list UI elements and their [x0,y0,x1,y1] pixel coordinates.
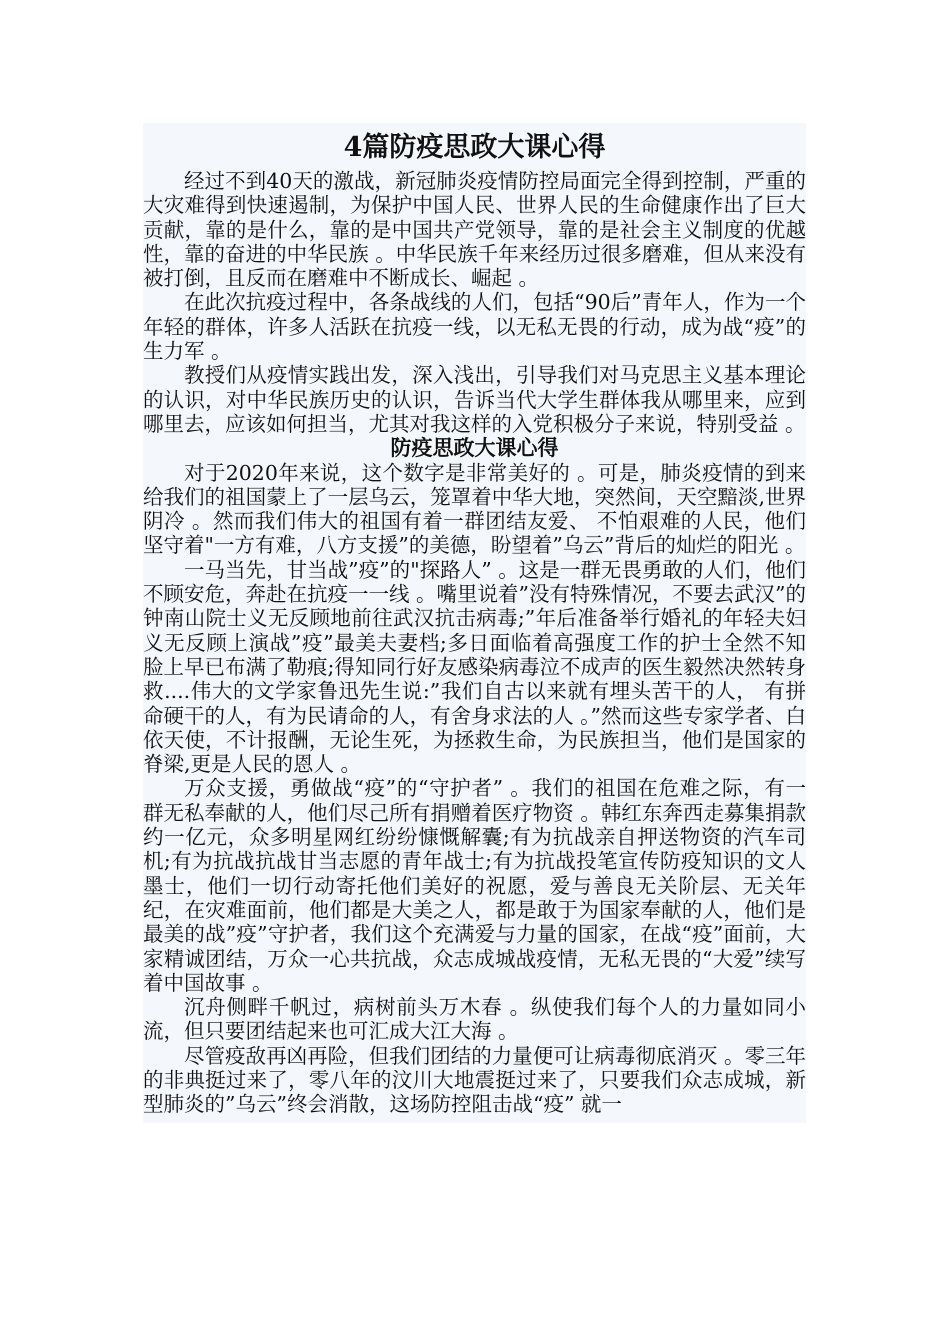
document-title: 4篇防疫思政大课心得 [343,132,606,163]
document-page [143,123,806,1123]
paragraph: 沉舟侧畔千帆过，病树前头万木春 。纵使我们每个人的力量如同小流，但只要团结起来也可汇成大江大海 。 [143,995,806,1044]
section-subtitle: 防疫思政大课心得 [390,435,559,461]
paragraph: 万众支援，勇做战“疫”的“守护者” 。我们的祖国在危难之际，有一群无私奉献的人，他们尽己所有捐赠着医疗物资 。韩红东奔西走募集捐款约一亿元，众多明星网红纷纷慷慨解囊;有为抗战亲自押送物资的汽车司机;有为抗战抗战甘当志愿的青年战士;有为抗战投笔宣传防疫知识的文人墨士，他们一切行动寄托他们美好的祝愿，爱与善良无关阶层、无关年纪，在灾难面前，他们都是大美之人，都是敢于为国家奉献的人，他们是最美的战”疫”守护者，我们这个充满爱与力量的国家，在战“疫”面前，大家精诚团结，万众一心共抗战，众志成城战疫情，无私无畏的“大爱”续写着中国故事 。 [143,776,806,995]
paragraph: 教授们从疫情实践出发，深入浅出，引导我们对马克思主义基本理论的认识，对中华民族历史的认识，告诉当代大学生群体我从哪里来，应到哪里去，应该如何担当，尤其对我这样的入党积极分子来说，特别受益 。 [143,363,806,436]
paragraph: 在此次抗疫过程中，各条战线的人们，包括“90后”青年人，作为一个年轻的群体，许多人活跃在抗疫一线，以无私无畏的行动，成为战“疫”的生力军 。 [143,290,806,364]
paragraph: 经过不到40天的激战，新冠肺炎疫情防控局面完全得到控制，严重的大灾难得到快速遏制，为保护中国人民、世界人民的生命健康作出了巨大贡献，靠的是什么，靠的是中国共产党领导，靠的是社会主义制度的优越性，靠的奋进的中华民族 。中华民族千年来经历过很多磨难，但从来没有被打倒，且反而在磨难中不断成长、崛起 。 [143,169,806,291]
paragraph: 对于2020年来说，这个数字是非常美好的 。可是，肺炎疫情的到来给我们的祖国蒙上了一层乌云，笼罩着中华大地，突然间，天空黯淡,世界阴冷 。然而我们伟大的祖国有着一群团结友爱、 不怕艰难的人民，他们坚守着"一方有难，八方支援”的美德，盼望着”乌云”背后的灿烂的阳光 。 [143,460,806,558]
paragraph: 一马当先，甘当战”疫”的"探路人” 。这是一群无畏勇敢的人们，他们不顾安危，奔赴在抗疫一一线 。嘴里说着”没有特殊情况，不要去武汉”的钟南山院士义无反顾地前往武汉抗击病毒;”年后准备举行婚礼的年轻夫妇义无反顾上演战”疫”最美夫妻档;多日面临着高强度工作的护士全然不知脸上早已布满了勒痕;得知同行好友感染病毒泣不成声的医生毅然决然转身救....伟大的文学家鲁迅先生说:”我们自古以来就有埋头苦干的人， 有拼命硬干的人，有为民请命的人，有舍身求法的人 。”然而这些专家学者、白依天使，不计报酬，无论生死，为拯救生命，为民族担当，他们是国家的脊梁,更是人民的恩人 。 [143,557,806,777]
paragraph: 尽管疫敌再凶再险，但我们团结的力量便可让病毒彻底消灭 。零三年的非典挺过来了，零八年的汶川大地震挺过来了，只要我们众志成城，新型肺炎的”乌云”终会消散，这场防控阻击战“疫” 就一 [143,1043,806,1117]
